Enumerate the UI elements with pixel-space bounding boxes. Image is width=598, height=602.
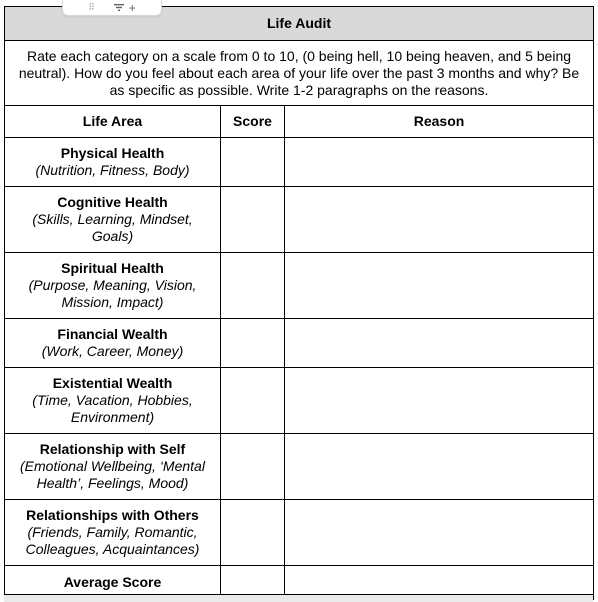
plus-icon[interactable]: + — [128, 0, 136, 15]
table-row — [5, 187, 594, 253]
column-header-score: Score — [221, 106, 285, 138]
score-cell[interactable] — [221, 187, 285, 253]
life-area-description: (Work, Career, Money) — [41, 343, 184, 359]
life-area-cell[interactable] — [5, 138, 221, 187]
life-area-title: Relationships with Others — [26, 507, 199, 523]
table-handle[interactable] — [62, 0, 162, 16]
life-area-description: (Time, Vacation, Hobbies, Environment) — [32, 392, 193, 425]
table-row — [5, 138, 594, 187]
life-area-description: (Purpose, Meaning, Vision, Mission, Impact) — [28, 277, 197, 310]
life-area-title: Existential Wealth — [52, 375, 173, 391]
life-audit-table — [4, 6, 594, 600]
score-cell[interactable] — [221, 434, 285, 500]
life-area-cell[interactable] — [5, 434, 221, 500]
life-area-cell[interactable] — [5, 253, 221, 319]
column-header-life-area: Life Area — [5, 106, 221, 138]
score-cell[interactable] — [221, 319, 285, 368]
score-cell[interactable] — [221, 368, 285, 434]
table-row — [5, 434, 594, 500]
life-area-description: (Nutrition, Fitness, Body) — [35, 162, 190, 178]
score-cell[interactable] — [221, 253, 285, 319]
column-header-reason: Reason — [285, 106, 594, 138]
table-row — [5, 253, 594, 319]
score-cell[interactable] — [221, 138, 285, 187]
reason-cell[interactable] — [285, 500, 594, 566]
average-score-label-text: Average Score — [63, 574, 162, 590]
table-row — [5, 368, 594, 434]
life-area-cell[interactable] — [5, 187, 221, 253]
table-row — [5, 500, 594, 566]
reason-cell[interactable] — [285, 138, 594, 187]
reason-cell[interactable] — [285, 368, 594, 434]
drag-grip-icon[interactable]: ⠿ — [88, 2, 94, 12]
life-area-description: (Emotional Wellbeing, ‘Mental Health’, Feelings, Mood) — [20, 458, 205, 491]
life-area-cell[interactable] — [5, 368, 221, 434]
life-area-title: Spiritual Health — [61, 260, 164, 276]
life-area-title: Cognitive Health — [57, 194, 168, 210]
reason-cell[interactable] — [285, 434, 594, 500]
life-area-cell[interactable] — [5, 319, 221, 368]
life-area-description: (Skills, Learning, Mindset, Goals) — [32, 211, 193, 244]
life-area-title: Relationship with Self — [39, 441, 186, 457]
filter-icon[interactable] — [114, 4, 124, 11]
reason-cell[interactable] — [285, 319, 594, 368]
reason-cell[interactable] — [285, 187, 594, 253]
life-area-description: (Friends, Family, Romantic, Colleagues, Acquaintances) — [25, 524, 200, 557]
table-row — [5, 319, 594, 368]
table-title: Life Audit — [5, 7, 594, 41]
score-cell[interactable] — [221, 500, 285, 566]
life-area-cell[interactable] — [5, 500, 221, 566]
instructions-text[interactable]: Rate each category on a scale from 0 to 10, (0 being hell, 10 being heaven, and 5 being neutral). How do you feel about each area of your life over the past 3 months and why? Be as specific as possible. Write 1-2 paragraphs on the reasons. — [5, 41, 594, 106]
reason-cell[interactable] — [285, 253, 594, 319]
life-area-title: Financial Wealth — [57, 326, 168, 342]
life-area-title: Physical Health — [60, 145, 165, 161]
